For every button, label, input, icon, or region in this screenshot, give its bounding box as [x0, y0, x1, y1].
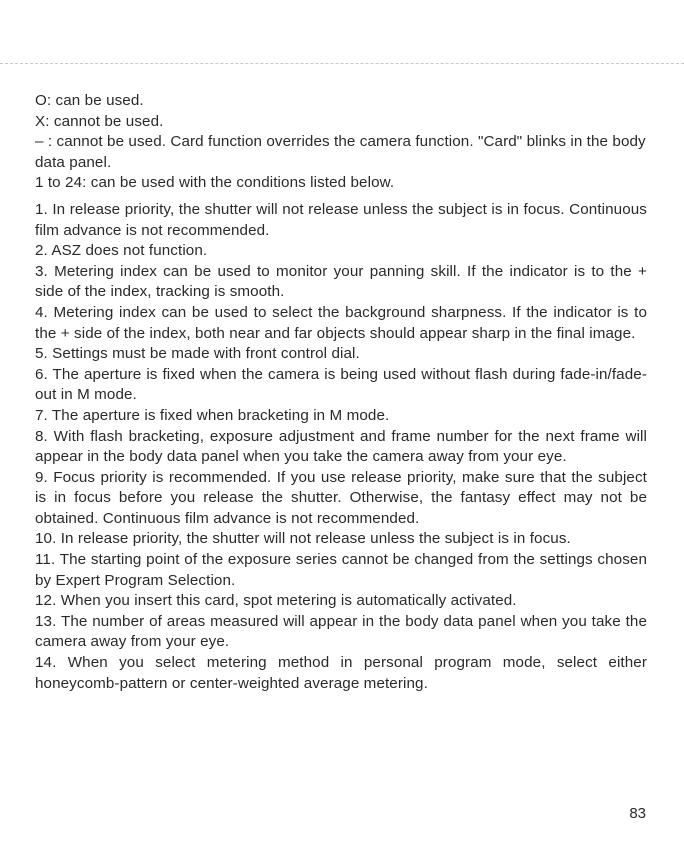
condition-note-10: 10. In release priority, the shutter will not release unless the subject is in focus.	[35, 530, 571, 548]
conditions-list	[35, 200, 647, 694]
conditions-intro: 1 to 24: can be used with the conditions listed below.	[35, 174, 395, 192]
page-body	[35, 91, 647, 694]
condition-note-12: 12. When you insert this card, spot metering is automatically activated.	[35, 592, 517, 610]
condition-note-7: 7. The aperture is fixed when bracketing in M mode.	[35, 406, 390, 424]
page-number: 83	[629, 805, 646, 822]
legend-cannot-be-used: X: cannot be used.	[35, 112, 164, 130]
condition-note-8: 8. With flash bracketing, exposure adjustment and frame number for the next frame will appear in the body data panel when you take the camera away from your eye.	[35, 427, 647, 466]
condition-note-14: 14. When you select metering method in personal program mode, select either honeycomb-pattern or center-weighted average metering.	[35, 654, 647, 692]
symbol-legend	[35, 91, 647, 173]
condition-note-5: 5. Settings must be made with front control dial.	[35, 345, 360, 363]
condition-note-11: 11. The starting point of the exposure series cannot be changed from the settings chosen by Expert Program Selection.	[35, 551, 647, 589]
condition-note-4: 4. Metering index can be used to select the background sharpness. If the indicator is to the + side of the index, both near and far objects should appear sharp in the final image.	[35, 303, 647, 342]
condition-note-3: 3. Metering index can be used to monitor your panning skill. If the indicator is to the + side of the index, tracking is smooth.	[35, 262, 647, 301]
condition-note-1: 1. In release priority, the shutter will not release unless the subject is in focus. Continuous film advance is not recommended.	[35, 200, 647, 239]
condition-note-13: 13. The number of areas measured will appear in the body data panel when you take the camera away from your eye.	[35, 612, 647, 651]
legend-card-override: – : cannot be used. Card function overrides the camera function. "Card" blinks in the body data panel.	[35, 133, 646, 171]
condition-note-2: 2. ASZ does not function.	[35, 242, 208, 260]
header-rule	[0, 63, 684, 64]
legend-can-be-used: O: can be used.	[35, 92, 144, 109]
condition-note-9: 9. Focus priority is recommended. If you use release priority, make sure that the subject is in focus before you release the shutter. Otherwise, the fantasy effect may not be obtained. Continuous film advance is not recommended.	[35, 468, 647, 527]
condition-note-6: 6. The aperture is fixed when the camera is being used without flash during fade-in/fade-out in M mode.	[35, 365, 647, 404]
